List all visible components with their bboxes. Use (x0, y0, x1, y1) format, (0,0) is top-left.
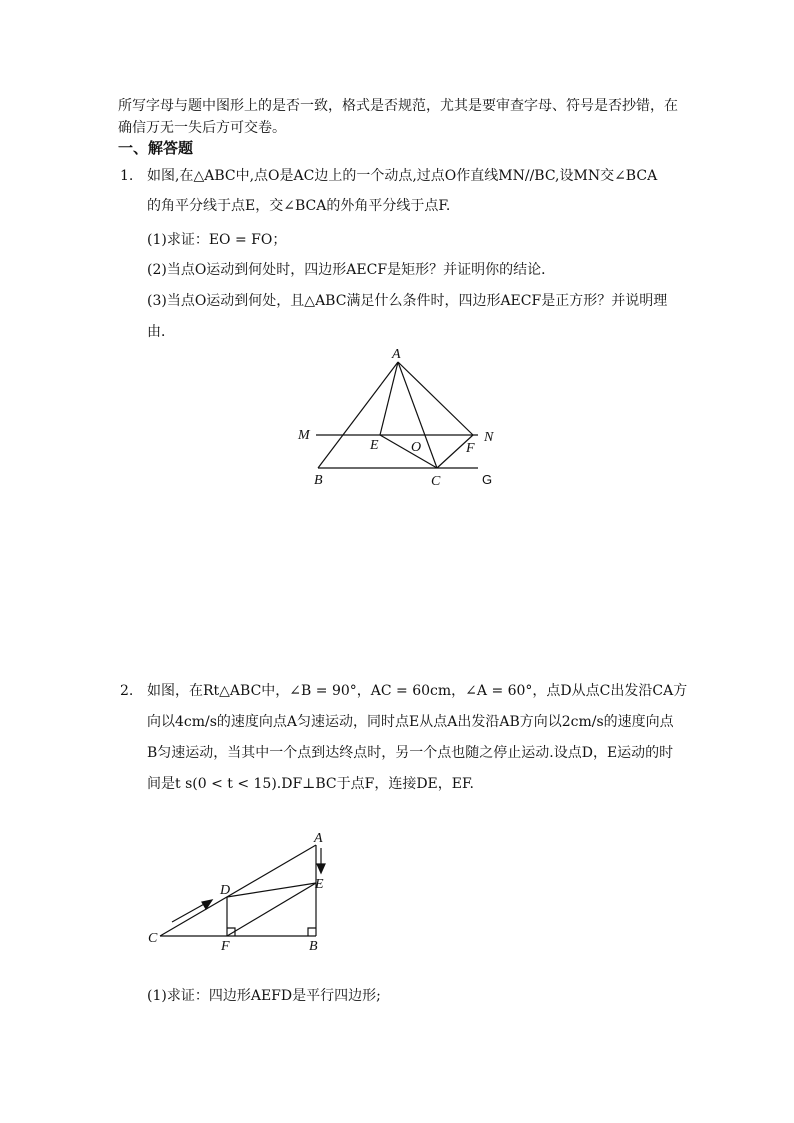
q1-label-e: E (370, 438, 379, 453)
q2-label-a: A (314, 831, 323, 846)
q1-label-n: N (484, 430, 494, 445)
q2-arrow-e-head (317, 864, 325, 873)
q1-label-f: F (466, 441, 475, 456)
q1-label-c: C (431, 474, 441, 489)
q2-label-c: C (148, 931, 158, 946)
q1-line-2: 的角平分线于点E，交∠BCA的外角平分线于点F. (147, 198, 451, 214)
q1-part-2: (2)当点O运动到何处时，四边形AECF是矩形？并证明你的结论． (147, 262, 556, 278)
q2-label-e: E (315, 877, 324, 892)
intro-line-1: 所写字母与题中图形上的是否一致，格式是否规范，尤其是要审查字母、符号是否抄错，在 (118, 98, 678, 114)
q2-number: 2. (120, 683, 134, 699)
q1-label-a: A (392, 347, 401, 362)
q2-seg-ef (227, 883, 316, 936)
q1-part-3a: (3)当点O运动到何处，且△ABC满足什么条件时，四边形AECF是正方形？并说明理 (147, 293, 668, 309)
q2-arrow-d-head (202, 900, 212, 909)
q1-part-1: (1)求证：EO = FO； (147, 232, 287, 248)
q1-label-b: B (314, 473, 323, 488)
section-title: 一、解答题 (118, 139, 194, 157)
q1-line-1: 如图,在△ABC中,点O是AC边上的一个动点,过点O作直线MN//BC,设MN交∠BCA (147, 168, 658, 184)
q2-line-3: B匀速运动，当其中一个点到达终点时，另一个点也随之停止运动.设点D，E运动的时 (147, 745, 674, 761)
q2-line-1: 如图，在Rt△ABC中，∠B = 90°，AC = 60cm，∠A = 60°，点D从点C出发沿CA方 (147, 683, 688, 699)
q1-label-o: O (411, 440, 422, 455)
q2-part-1: (1)求证：四边形AEFD是平行四边形; (147, 988, 381, 1004)
intro-line-2: 确信万无一失后方可交卷。 (118, 120, 286, 136)
q2-line-2: 向以4cm/s的速度向点A匀速运动，同时点E从点A出发沿AB方向以2cm/s的速度向点 (147, 714, 674, 730)
q1-number: 1. (120, 168, 134, 184)
q1-part-3b: 由． (147, 324, 175, 340)
q1-label-g: G (482, 472, 493, 487)
q2-right-angle-b (308, 928, 316, 936)
q2-seg-de (227, 883, 316, 897)
q2-line-4: 间是t s(0 < t < 15).DF⊥BC于点F，连接DE，EF. (147, 776, 474, 792)
q2-seg-ca (160, 845, 316, 936)
q1-label-m: M (298, 428, 310, 443)
q2-label-b: B (309, 939, 318, 954)
q2-label-f: F (221, 939, 230, 954)
q2-label-d: D (220, 883, 231, 898)
